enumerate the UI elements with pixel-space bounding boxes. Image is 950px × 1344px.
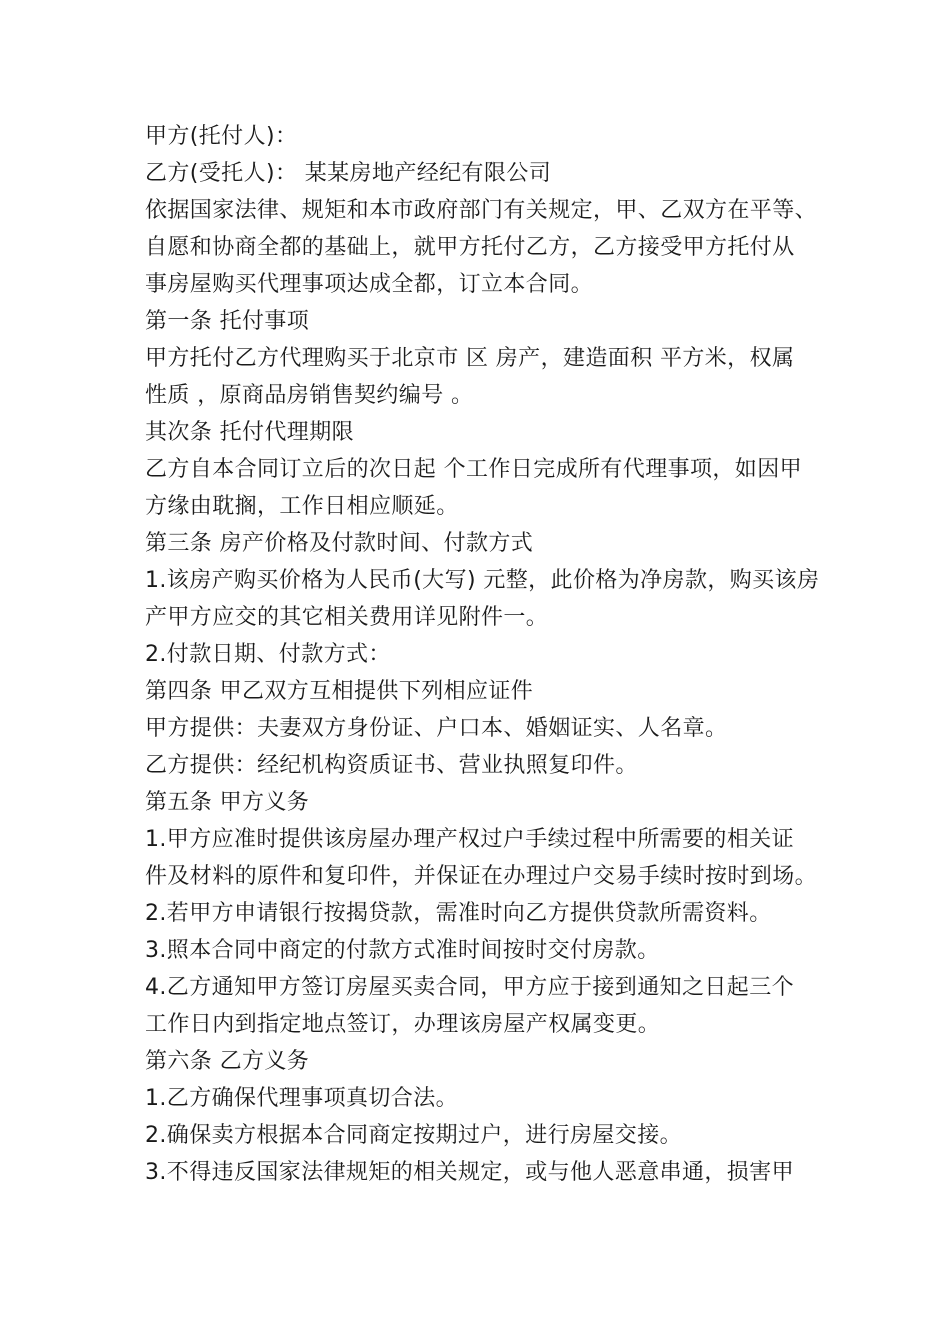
article-1-line-2: 性质 ，原商品房销售契约编号 。: [145, 383, 474, 408]
article-5-heading: 第五条 甲方义务: [145, 790, 310, 815]
party-a-line: 甲方(托付人)：: [145, 124, 298, 149]
article-3-heading: 第三条 房产价格及付款时间、付款方式: [145, 531, 534, 556]
article-6-heading: 第六条 乙方义务: [145, 1049, 310, 1074]
article-2-line-1: 乙方自本合同订立后的次日起 个工作日完成所有代理事项，如因甲: [145, 457, 802, 482]
article-5-line-2: 件及材料的原件和复印件，并保证在办理过户交易手续时按时到场。: [145, 864, 818, 889]
article-6-line-2: 2.确保卖方根据本合同商定按期过户，进行房屋交接。: [145, 1123, 682, 1148]
article-5-line-6: 工作日内到指定地点签订，办理该房屋产权属变更。: [145, 1012, 661, 1037]
article-3-line-1: 1.该房产购买价格为人民币(大写) 元整，此价格为净房款，购买该房: [145, 568, 820, 593]
article-4-heading: 第四条 甲乙双方互相提供下列相应证件: [145, 679, 534, 704]
article-2-heading: 其次条 托付代理期限: [145, 420, 354, 445]
article-4-line-2: 乙方提供：经纪机构资质证书、营业执照复印件。: [145, 753, 638, 778]
party-b-line: 乙方(受托人)： 某某房地产经纪有限公司: [145, 161, 552, 186]
article-5-line-1: 1.甲方应准时提供该房屋办理产权过户手续过程中所需要的相关证: [145, 827, 794, 852]
article-5-line-4: 3.照本合同中商定的付款方式准时间按时交付房款。: [145, 938, 660, 963]
preamble-line-1: 依据国家法律、规矩和本市政府部门有关规定，甲、乙双方在平等、: [145, 198, 818, 223]
article-5-line-3: 2.若甲方申请银行按揭贷款，需准时向乙方提供贷款所需资料。: [145, 901, 772, 926]
article-4-line-1: 甲方提供：夫妻双方身份证、户口本、婚姻证实、人名章。: [145, 716, 728, 741]
article-2-line-2: 方缘由耽搁，工作日相应顺延。: [145, 494, 459, 519]
article-1-line-1: 甲方托付乙方代理购买于北京市 区 房产，建造面积 平方米，权属: [145, 346, 795, 371]
article-3-line-3: 2.付款日期、付款方式：: [145, 642, 391, 667]
article-1-heading: 第一条 托付事项: [145, 309, 310, 334]
article-3-line-2: 产甲方应交的其它相关费用详见附件一。: [145, 605, 549, 630]
document-body: [145, 118, 825, 1191]
preamble-line-2: 自愿和协商全都的基础上，就甲方托付乙方，乙方接受甲方托付从: [145, 235, 795, 260]
article-5-line-5: 4.乙方通知甲方签订房屋买卖合同，甲方应于接到通知之日起三个: [145, 975, 794, 1000]
article-6-line-3: 3.不得违反国家法律规矩的相关规定，或与他人恶意串通，损害甲: [145, 1160, 794, 1185]
preamble-line-3: 事房屋购买代理事项达成全都，订立本合同。: [145, 272, 594, 297]
article-6-line-1: 1.乙方确保代理事项真切合法。: [145, 1086, 458, 1111]
